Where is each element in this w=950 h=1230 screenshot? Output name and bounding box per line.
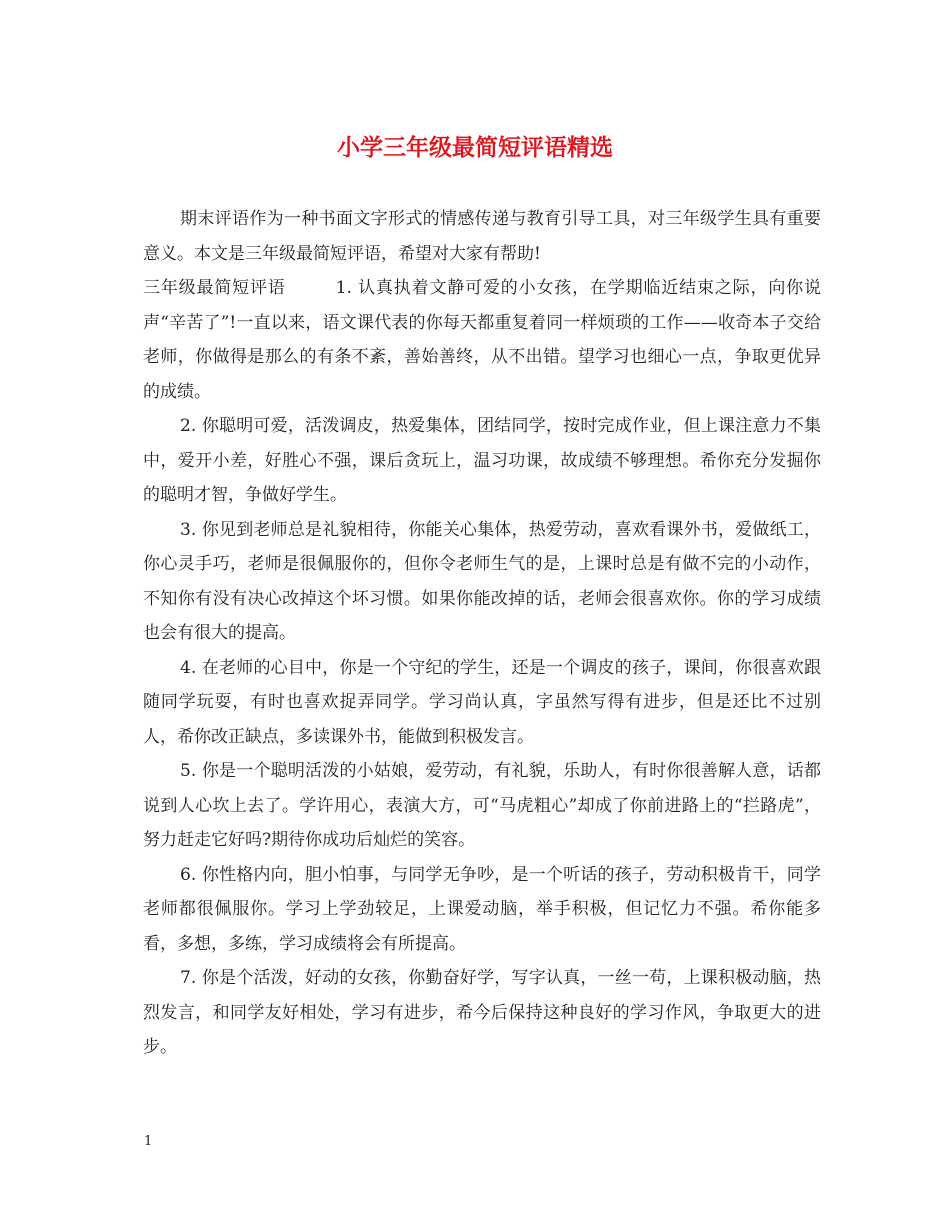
comment-text-1: 1. 认真执着文静可爱的小女孩，在学期临近结束之际，向你说声“辛苦了”!一直以来，语文课代表的你每天都重复着同一样烦琐的工作——收奇本子交给老师，你做得是那么的有条不紊，善始善终，从不出错。望学习也细心一点，争取更优异的成绩。: [143, 278, 822, 402]
document-body: [143, 202, 821, 1065]
comment-paragraph-2: 2. 你聪明可爱，活泼调皮，热爱集体，团结同学，按时完成作业，但上课注意力不集中，爱开小差，好胜心不强，课后贪玩上，温习功课，故成绩不够理想。希你充分发掘你的聪明才智，争做好学生。: [143, 416, 821, 505]
comment-paragraph-5: 5. 你是一个聪明活泼的小姑娘，爱劳动，有礼貌，乐助人，有时你很善解人意，话都说到人心坎上去了。学许用心，表演大方，可“马虎粗心”却成了你前进路上的“拦路虎”，努力赶走它好吗?期待你成功后灿烂的笑容。: [143, 761, 821, 850]
comment-paragraph-4: 4. 在老师的心目中，你是一个守纪的学生，还是一个调皮的孩子，课间，你很喜欢跟随同学玩耍，有时也喜欢捉弄同学。学习尚认真，字虽然写得有进步，但是还比不过别人，希你改正缺点，多读课外书，能做到积极发言。: [143, 657, 821, 747]
intro-paragraph: 期末评语作为一种书面文字形式的情感传递与教育引导工具，对三年级学生具有重要意义。本文是三年级最简短评语，希望对大家有帮助!: [143, 209, 821, 264]
comment-paragraph-7: 7. 你是个活泼，好动的女孩，你勤奋好学，写字认真，一丝一苟，上课积极动脑，热烈发言，和同学友好相处，学习有进步，希今后保持这种良好的学习作风，争取更大的进步。: [143, 968, 821, 1057]
document-title: 小学三年级最简短评语精选: [337, 134, 613, 161]
comment-paragraph-6: 6. 你性格内向，胆小怕事，与同学无争吵，是一个听话的孩子，劳动积极肯干，同学老师都很佩服你。学习上学劲较足，上课爱动脑，举手积极，但记忆力不强。希你能多看，多想，多练，学习成绩将会有所提高。: [143, 864, 821, 954]
section-heading: 三年级最简短评语: [143, 278, 286, 298]
comment-paragraph-1: [143, 271, 821, 409]
comment-paragraph-3: 3. 你见到老师总是礼貌相待，你能关心集体，热爱劳动，喜欢看课外书，爱做纸工，你心灵手巧，老师是很佩服你的，但你令老师生气的是，上课时总是有做不完的小动作，不知你有没有决心改掉这个坏习惯。如果你能改掉的话，老师会很喜欢你。你的学习成绩也会有很大的提高。: [143, 519, 821, 643]
page-number: 1: [144, 1134, 153, 1149]
